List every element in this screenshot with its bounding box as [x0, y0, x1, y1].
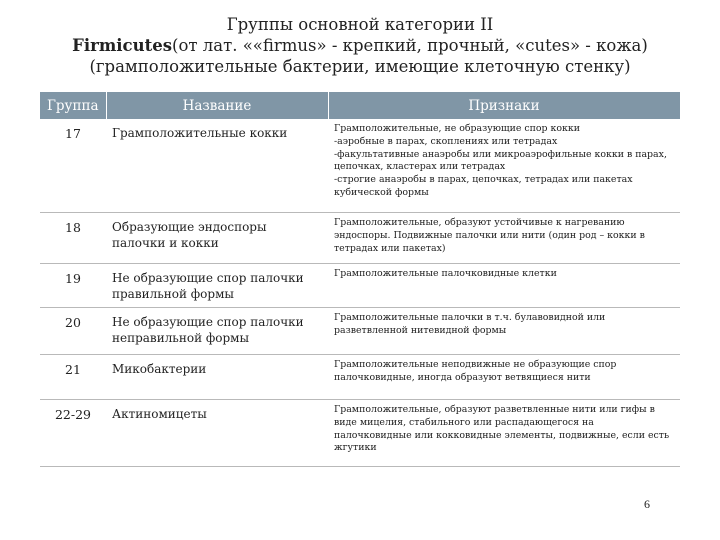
group-cell: 21: [40, 355, 106, 400]
name-cell: Микобактерии: [106, 355, 328, 400]
table-row: [40, 400, 680, 467]
group-cell: 22-29: [40, 400, 106, 467]
name-cell: Актиномицеты: [106, 400, 328, 467]
slide-title: [30, 14, 690, 77]
table-row: [40, 308, 680, 355]
feature-line: -факультативные анаэробы или микроаэрофильные кокки в парах, цепочках, кластерах или тетрадах: [334, 148, 667, 173]
features-cell: [328, 355, 680, 400]
header-name: Название: [106, 92, 328, 119]
name-cell: Грамположительные кокки: [106, 119, 328, 213]
feature-line: Грамположительные палочковидные клетки: [334, 268, 557, 279]
header-group: Группа: [40, 92, 106, 119]
feature-line: -строгие анаэробы в парах, цепочках, тетрадах или пакетах кубической формы: [334, 174, 633, 198]
features-cell: [328, 308, 680, 355]
features-cell: [328, 400, 680, 467]
header-features: Признаки: [328, 92, 680, 119]
group-cell: 20: [40, 308, 106, 355]
group-cell: 17: [40, 119, 106, 213]
feature-line: Грамположительные неподвижные не образующие спор палочковидные, иногда образуют ветвящиеся нити: [334, 359, 617, 383]
feature-line: Грамположительные палочки в т.ч. булавовидной или разветвленной нитевидной формы: [334, 312, 606, 336]
features-cell: [328, 119, 680, 213]
name-cell: Образующие эндоспоры палочки и кокки: [106, 213, 328, 264]
name-cell: Не образующие спор палочки правильной формы: [106, 264, 328, 308]
title-line-1: Группы основной категории II: [226, 15, 494, 34]
title-line-3: (грамположительные бактерии, имеющие клеточную стенку): [89, 57, 631, 76]
features-cell: [328, 213, 680, 264]
groups-table: [40, 92, 681, 467]
feature-line: Грамположительные, образуют устойчивые к нагреванию эндоспоры. Подвижные палочки или нити (один род – кокки в тетрадах или пакетах): [334, 217, 645, 254]
features-cell: [328, 264, 680, 308]
name-cell: Не образующие спор палочки неправильной формы: [106, 308, 328, 355]
group-cell: 18: [40, 213, 106, 264]
table-header-row: [40, 92, 680, 119]
page-number: 6: [644, 497, 650, 511]
table-row: [40, 264, 680, 308]
table-row: [40, 119, 680, 213]
feature-line: -аэробные в парах, скоплениях или тетрадах: [334, 135, 558, 147]
table-row: [40, 355, 680, 400]
title-etymology: (от лат. ««firmus» - крепкий, прочный, «cutes» - кожа): [172, 36, 648, 55]
title-line-2: [30, 35, 690, 56]
group-cell: 19: [40, 264, 106, 308]
feature-line: Грамположительные, не образующие спор кокки: [334, 123, 581, 134]
table-row: [40, 213, 680, 264]
title-term: Firmicutes: [72, 36, 173, 55]
feature-line: Грамположительные, образуют разветвленные нити или гифы в виде мицелия, стабильного или распадающегося на палочковидные или кокковидные элементы, подвижные, если есть жгутики: [334, 404, 670, 454]
